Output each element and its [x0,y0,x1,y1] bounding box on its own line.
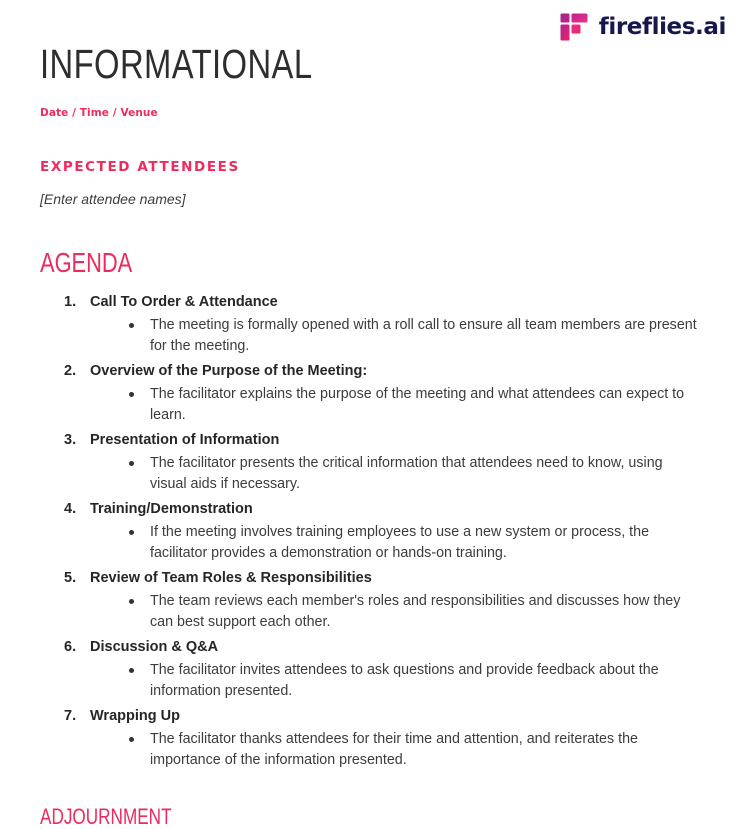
meeting-meta-line: Date / Time / Venue [40,107,158,119]
attendee-names-placeholder[interactable]: [Enter attendee names] [40,191,186,207]
page-title: INFORMATIONAL [40,41,313,87]
agenda-item-details [90,382,698,428]
list-item: If the meeting involves training employees to use a new system or process, the facilitator provides a demonstration or hands-on training. [124,520,698,566]
agenda-item-title: Wrapping Up [90,708,180,724]
agenda-item [40,498,698,566]
agenda-item [40,567,698,635]
list-item: The facilitator explains the purpose of the meeting and what attendees can expect to learn. [124,382,698,428]
list-item: The facilitator invites attendees to ask questions and provide feedback about the information presented. [124,658,698,704]
agenda-item [40,705,698,773]
list-item: The team reviews each member's roles and responsibilities and discusses how they can best support each other. [124,589,698,635]
agenda-item-title: Presentation of Information [90,432,280,448]
agenda-item [40,360,698,428]
agenda-heading: AGENDA [40,247,133,278]
agenda-item-details [90,520,698,566]
list-item: The facilitator presents the critical information that attendees need to know, using visual aids if necessary. [124,451,698,497]
agenda-item-details [90,313,698,359]
agenda-item-title: Overview of the Purpose of the Meeting: [90,363,368,379]
agenda-item-details [90,451,698,497]
agenda-item [40,291,698,359]
agenda-item-details [90,727,698,773]
expected-attendees-heading: EXPECTED ATTENDEES [40,159,240,175]
brand-name: fireflies.ai [598,13,726,40]
agenda-item-details [90,589,698,635]
agenda-list [40,277,698,773]
adjournment-heading: ADJOURNMENT [40,804,172,829]
list-item: The facilitator thanks attendees for their time and attention, and reiterates the importance of the information presented. [124,727,698,773]
list-item: The meeting is formally opened with a roll call to ensure all team members are present for the meeting. [124,313,698,359]
agenda-item-title: Discussion & Q&A [90,639,219,655]
agenda-item-title: Training/Demonstration [90,501,253,517]
agenda-item-title: Call To Order & Attendance [90,294,278,310]
agenda-item [40,429,698,497]
agenda-item [40,636,698,704]
document-content [40,0,698,828]
agenda-item-details [90,658,698,704]
agenda-item-title: Review of Team Roles & Responsibilities [90,570,372,586]
